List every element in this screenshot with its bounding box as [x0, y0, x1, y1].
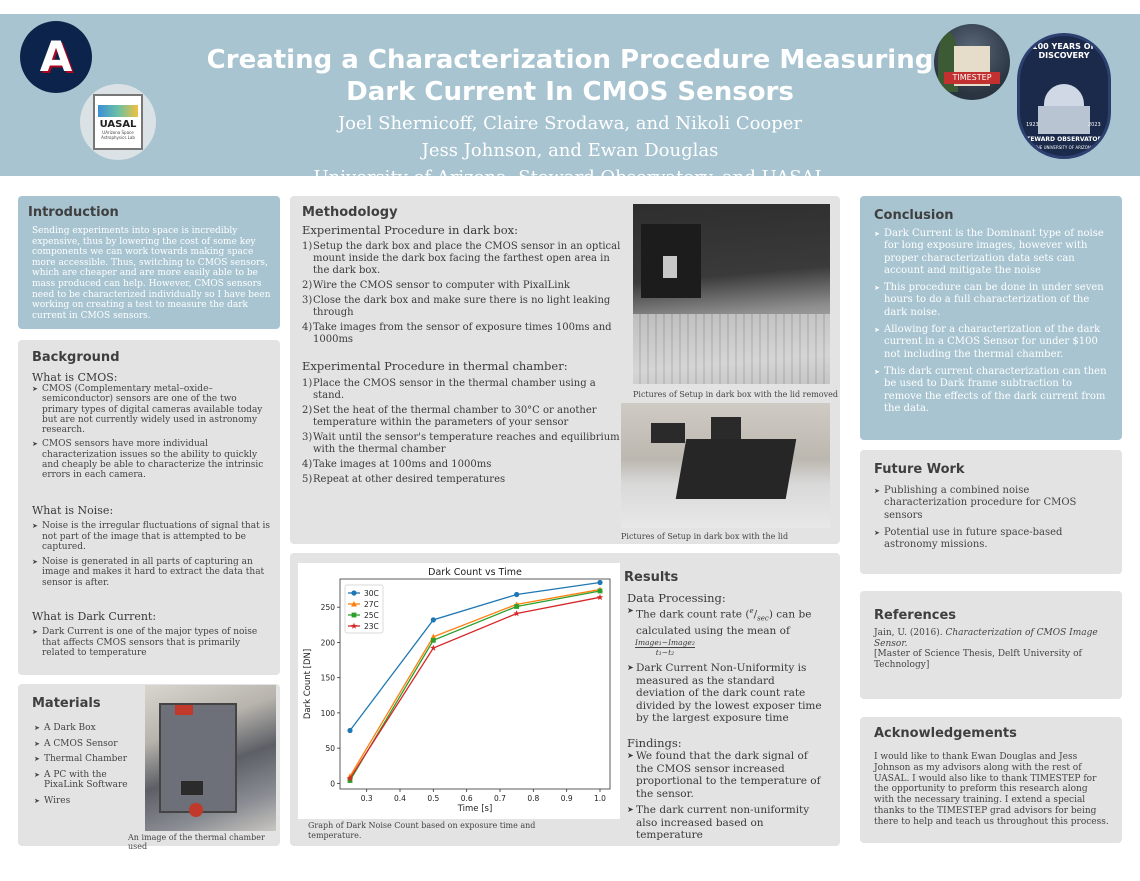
timestep-label: TIMESTEP — [944, 72, 1000, 84]
finding-text: The dark current non-uniformity also increased based on temperature — [636, 804, 810, 841]
dp1-text-b: ) can be calculated using the mean of — [636, 608, 812, 638]
materials-heading: Materials — [32, 696, 101, 711]
list-item: 1) Place the CMOS sensor in the thermal chamber using a stand. — [302, 378, 596, 401]
steward-logo-subtitle: THE UNIVERSITY OF ARIZONA — [1034, 145, 1094, 150]
future-work-panel — [860, 450, 1122, 574]
step-text: Take images at 100ms and 1000ms — [313, 459, 492, 470]
dark-box-closed-caption: Pictures of Setup in dark box with the lid — [621, 532, 789, 541]
step-text: Place the CMOS sensor in the thermal chamber using a stand. — [313, 378, 596, 401]
uasal-logo — [80, 84, 156, 160]
future-work-heading: Future Work — [874, 462, 965, 477]
dark-box-procedure-heading: Experimental Procedure in dark box: — [302, 223, 519, 237]
data-point-25C — [431, 638, 436, 643]
poster-title — [190, 44, 950, 108]
legend-label: 23C — [364, 622, 379, 631]
materials-list — [34, 723, 144, 806]
step-text: Setup the dark box and place the CMOS sensor in an optical mount inside the dark box facing the farthest open area in the dark box. — [313, 241, 621, 276]
list-item: 4) Take images at 100ms and 1000ms — [302, 459, 492, 470]
list-item: 4) Take images from the sensor of exposure times 100ms and 1000ms — [302, 322, 612, 345]
list-item: ➤ Potential use in future space-based astronomy missions. — [874, 527, 1106, 552]
steward-arc-text: 100 YEARS OF DISCOVERY — [1032, 42, 1096, 60]
reference-title: Characterization of CMOS Image Sensor. — [874, 628, 1098, 649]
step-text: Wire the CMOS sensor to computer with PixalLink — [313, 280, 570, 291]
authors-line-2: Jess Johnson, and Ewan Douglas — [421, 140, 719, 161]
x-tick-label: 0.9 — [560, 794, 573, 803]
list-item: ➤ We found that the dark signal of the CMOS sensor increased proportional to the temperature of the sensor. — [627, 750, 821, 800]
data-point-30C — [431, 617, 436, 622]
cmos-list — [32, 384, 272, 481]
list-item: ➤ A PC with the PixaLink Software — [34, 770, 144, 791]
findings-list — [627, 750, 827, 842]
thermal-chamber-procedure-heading: Experimental Procedure in thermal chamber: — [302, 359, 568, 373]
acknowledgements-text: I would like to thank Ewan Douglas and Jess Johnson as my advisors along with the rest of UASAL. I would also like to thank TIMESTEP for the opportunity to preform this research along with the necessary training. I extend a special thanks to the TIMESTEP grad advisors for being there to help and teach us throughout this process. — [874, 752, 1109, 827]
data-point-30C — [597, 580, 602, 585]
list-item: ➤ Wires — [34, 796, 144, 807]
x-tick-label: 0.6 — [460, 794, 473, 803]
data-processing-heading: Data Processing: — [627, 591, 726, 605]
steward-year-start: 1923 — [1026, 122, 1039, 128]
list-item: ➤ CMOS sensors have more individual characterization issues so the ability to quickly and cheaply be able to characterize the intrinsic errors in each camera. — [32, 439, 272, 480]
ua-logo-letter: A — [39, 32, 73, 81]
dp1-unit-num: e — [749, 607, 754, 615]
list-item: 1) Setup the dark box and place the CMOS sensor in an optical mount inside the dark box facing the farthest open area in the dark box. — [302, 241, 621, 276]
x-tick-label: 1.0 — [594, 794, 606, 803]
dp2-text: Dark Current Non-Uniformity is measured as the standard deviation of the dark count rate divided by the lowest exposer time by the largest exposure time — [636, 662, 822, 725]
step-text: Wait until the sensor's temperature reaches and equilibrium with the thermal chamber — [313, 432, 620, 455]
introduction-panel — [18, 196, 280, 329]
list-item: 3) Wait until the sensor's temperature reaches and equilibrium with the thermal chamber — [302, 432, 620, 455]
chart-caption: Graph of Dark Noise Count based on exposure time and temperature. — [308, 821, 536, 840]
y-tick-label: 200 — [320, 638, 335, 648]
dark-box-open-photo — [633, 204, 830, 384]
findings-heading: Findings: — [627, 736, 682, 750]
list-item: ➤ Dark Current is one of the major types of noise that affects CMOS sensors that is primarily related to temperature — [32, 627, 272, 659]
noise-list — [32, 521, 272, 588]
dark-count-chart — [298, 563, 620, 819]
data-point-30C — [347, 728, 352, 733]
list-item: ➤ Allowing for a characterization of the dark current in a CMOS Sensor for under $100 not including the thermal chamber. — [874, 324, 1112, 361]
x-tick-label: 0.8 — [527, 794, 540, 803]
step-text: Take images from the sensor of exposure times 100ms and 1000ms — [313, 322, 612, 345]
background-panel — [18, 340, 280, 675]
reference-entry — [874, 628, 1106, 670]
dp1-unit-den: sec — [757, 614, 769, 623]
y-tick-label: 50 — [325, 744, 335, 754]
data-point-25C — [514, 604, 519, 609]
reference-details: [Master of Science Thesis, Delft University of Technology] — [874, 649, 1082, 670]
steward-logo-name: STEWARD OBSERVATORY — [1021, 136, 1107, 143]
list-item: ➤ Thermal Chamber — [34, 754, 144, 765]
dp1-formula-num: Image₁−Image₂ — [635, 637, 695, 647]
list-item: ➤ This dark current characterization can then be used to Dark frame subtraction to remove the effects of the dark current from the data. — [874, 366, 1112, 415]
list-item: ➤ The dark count rate $(^e/_{sec})$ can be calculated using the mean of Image₁−Image₂ t₁−t₂ — [627, 606, 812, 657]
list-item: ➤ A Dark Box — [34, 723, 144, 734]
reference-author: Jain, U. (2016). — [874, 628, 946, 638]
what-is-noise-heading: What is Noise: — [32, 504, 114, 517]
dp1-formula-den: t₁−t₂ — [655, 647, 675, 657]
materials-panel — [18, 684, 280, 851]
step-text: Close the dark box and make sure there is no light leaking through — [313, 295, 611, 318]
dp1-text-a: The dark count rate ( — [636, 608, 750, 621]
data-point-30C — [514, 592, 519, 597]
y-axis-label: Dark Count [DN] — [303, 648, 313, 720]
dark-box-closed-photo — [621, 403, 830, 528]
data-point-25C — [598, 589, 603, 594]
list-item: 3) Close the dark box and make sure there is no light leaking through — [302, 295, 611, 318]
y-tick-label: 100 — [320, 708, 335, 718]
x-tick-label: 0.3 — [360, 794, 373, 803]
legend-swatch-marker — [352, 613, 357, 618]
thermal-chamber-steps — [302, 378, 629, 489]
y-tick-label: 250 — [320, 603, 335, 613]
x-tick-label: 0.5 — [427, 794, 440, 803]
acknowledgements-heading: Acknowledgements — [874, 726, 1017, 741]
list-item: ➤ Noise is the irregular fluctuations of signal that is not part of the image that is attempted to be captured. — [32, 521, 272, 553]
legend-label: 30C — [364, 589, 379, 598]
results-heading: Results — [624, 570, 679, 585]
what-is-cmos-heading: What is CMOS: — [32, 371, 118, 384]
authors-line-1: Joel Shernicoff, Claire Srodawa, and Nikoli Cooper — [337, 113, 803, 134]
list-item: ➤ Dark Current Non-Uniformity is measured as the standard deviation of the dark count rate divided by the lowest exposer time by the largest exposure time — [627, 662, 822, 725]
dark-box-steps — [302, 241, 629, 349]
background-heading: Background — [32, 350, 120, 365]
list-item: ➤ The dark current non-uniformity also increased based on temperature — [627, 804, 810, 841]
thermal-chamber-caption: An image of the thermal chamber used — [128, 833, 265, 851]
university-of-arizona-logo — [20, 21, 92, 93]
conclusion-heading: Conclusion — [874, 208, 954, 223]
affiliations: University of Arizona, Steward Observatory, and UASAL — [313, 167, 827, 188]
thermal-chamber-photo — [145, 685, 276, 831]
introduction-text: Sending experiments into space is incredibly expensive, thus by lowering the cost of some key components we can work towards making space more accessible. Thus, switching to CMOS sensors, which are cheaper and are more easily able to be mass produced can help. However, CMOS sensors need to be characterized individually so I have been working on creating a test to measure the dark current in CMOS sensors. — [32, 226, 271, 321]
chart-title: Dark Count vs Time — [428, 567, 522, 578]
dark-current-list — [32, 627, 272, 659]
list-item: ➤ Publishing a combined noise characterization procedure for CMOS sensors — [874, 485, 1106, 522]
legend-label: 25C — [364, 611, 379, 620]
legend-label: 27C — [364, 600, 379, 609]
references-panel — [860, 591, 1122, 699]
acknowledgements-panel — [860, 717, 1122, 843]
legend-swatch-marker — [351, 590, 356, 595]
conclusion-panel — [860, 196, 1122, 440]
uasal-logo-subtitle: UArizona Space Astrophysics Lab — [101, 129, 135, 140]
steward-year-end: 2023 — [1088, 122, 1101, 128]
timestep-logo — [934, 24, 1010, 100]
list-item: 2) Set the heat of the thermal chamber to 30°C or another temperature within the parameters of your sensor — [302, 405, 597, 428]
list-item: ➤ CMOS (Complementary metal–oxide–semiconductor) sensors are one of the two primary types of digital cameras available today but are not currently widely used in astronomy research. — [32, 384, 272, 435]
list-item: ➤ Dark Current is the Dominant type of noise for long exposure images, however with proper characterization data sets can account and mitigate the noise — [874, 228, 1112, 277]
x-axis-label: Time [s] — [457, 804, 493, 814]
list-item: ➤ This procedure can be done in under seven hours to do a full characterization of the dark noise. — [874, 282, 1112, 319]
list-item: 5) Repeat at other desired temperatures — [302, 474, 506, 485]
authors — [290, 110, 850, 191]
step-text: Repeat at other desired temperatures — [313, 474, 506, 485]
data-processing-list — [627, 605, 827, 725]
list-item: ➤ A CMOS Sensor — [34, 739, 144, 750]
list-item: 2) Wire the CMOS sensor to computer with PixalLink — [302, 280, 570, 291]
steward-observatory-logo — [1017, 33, 1111, 159]
y-tick-label: 150 — [320, 673, 335, 683]
what-is-dark-current-heading: What is Dark Current: — [32, 610, 157, 623]
x-tick-label: 0.4 — [394, 794, 406, 803]
x-tick-label: 0.7 — [494, 794, 506, 803]
dark-box-open-caption: Pictures of Setup in dark box with the lid removed — [633, 390, 838, 399]
title-line-1: Creating a Characterization Procedure Measuring — [206, 45, 934, 75]
title-line-2: Dark Current In CMOS Sensors — [346, 77, 794, 107]
step-text: Set the heat of the thermal chamber to 30°C or another temperature within the parameters of your sensor — [313, 405, 597, 428]
list-item: ➤ Noise is generated in all parts of capturing an image and makes it hard to extract the data that sensor is after. — [32, 557, 272, 589]
introduction-heading: Introduction — [28, 205, 119, 220]
y-tick-label: 0 — [330, 779, 335, 789]
methodology-panel — [290, 196, 840, 544]
dark-count-chart-svg — [298, 563, 620, 819]
uasal-logo-name: UASAL — [99, 118, 137, 130]
future-work-list — [874, 485, 1106, 551]
conclusion-list — [874, 228, 1112, 415]
finding-text: We found that the dark signal of the CMOS sensor increased proportional to the temperature of the sensor. — [636, 750, 821, 800]
methodology-heading: Methodology — [302, 205, 398, 220]
references-heading: References — [874, 608, 957, 623]
